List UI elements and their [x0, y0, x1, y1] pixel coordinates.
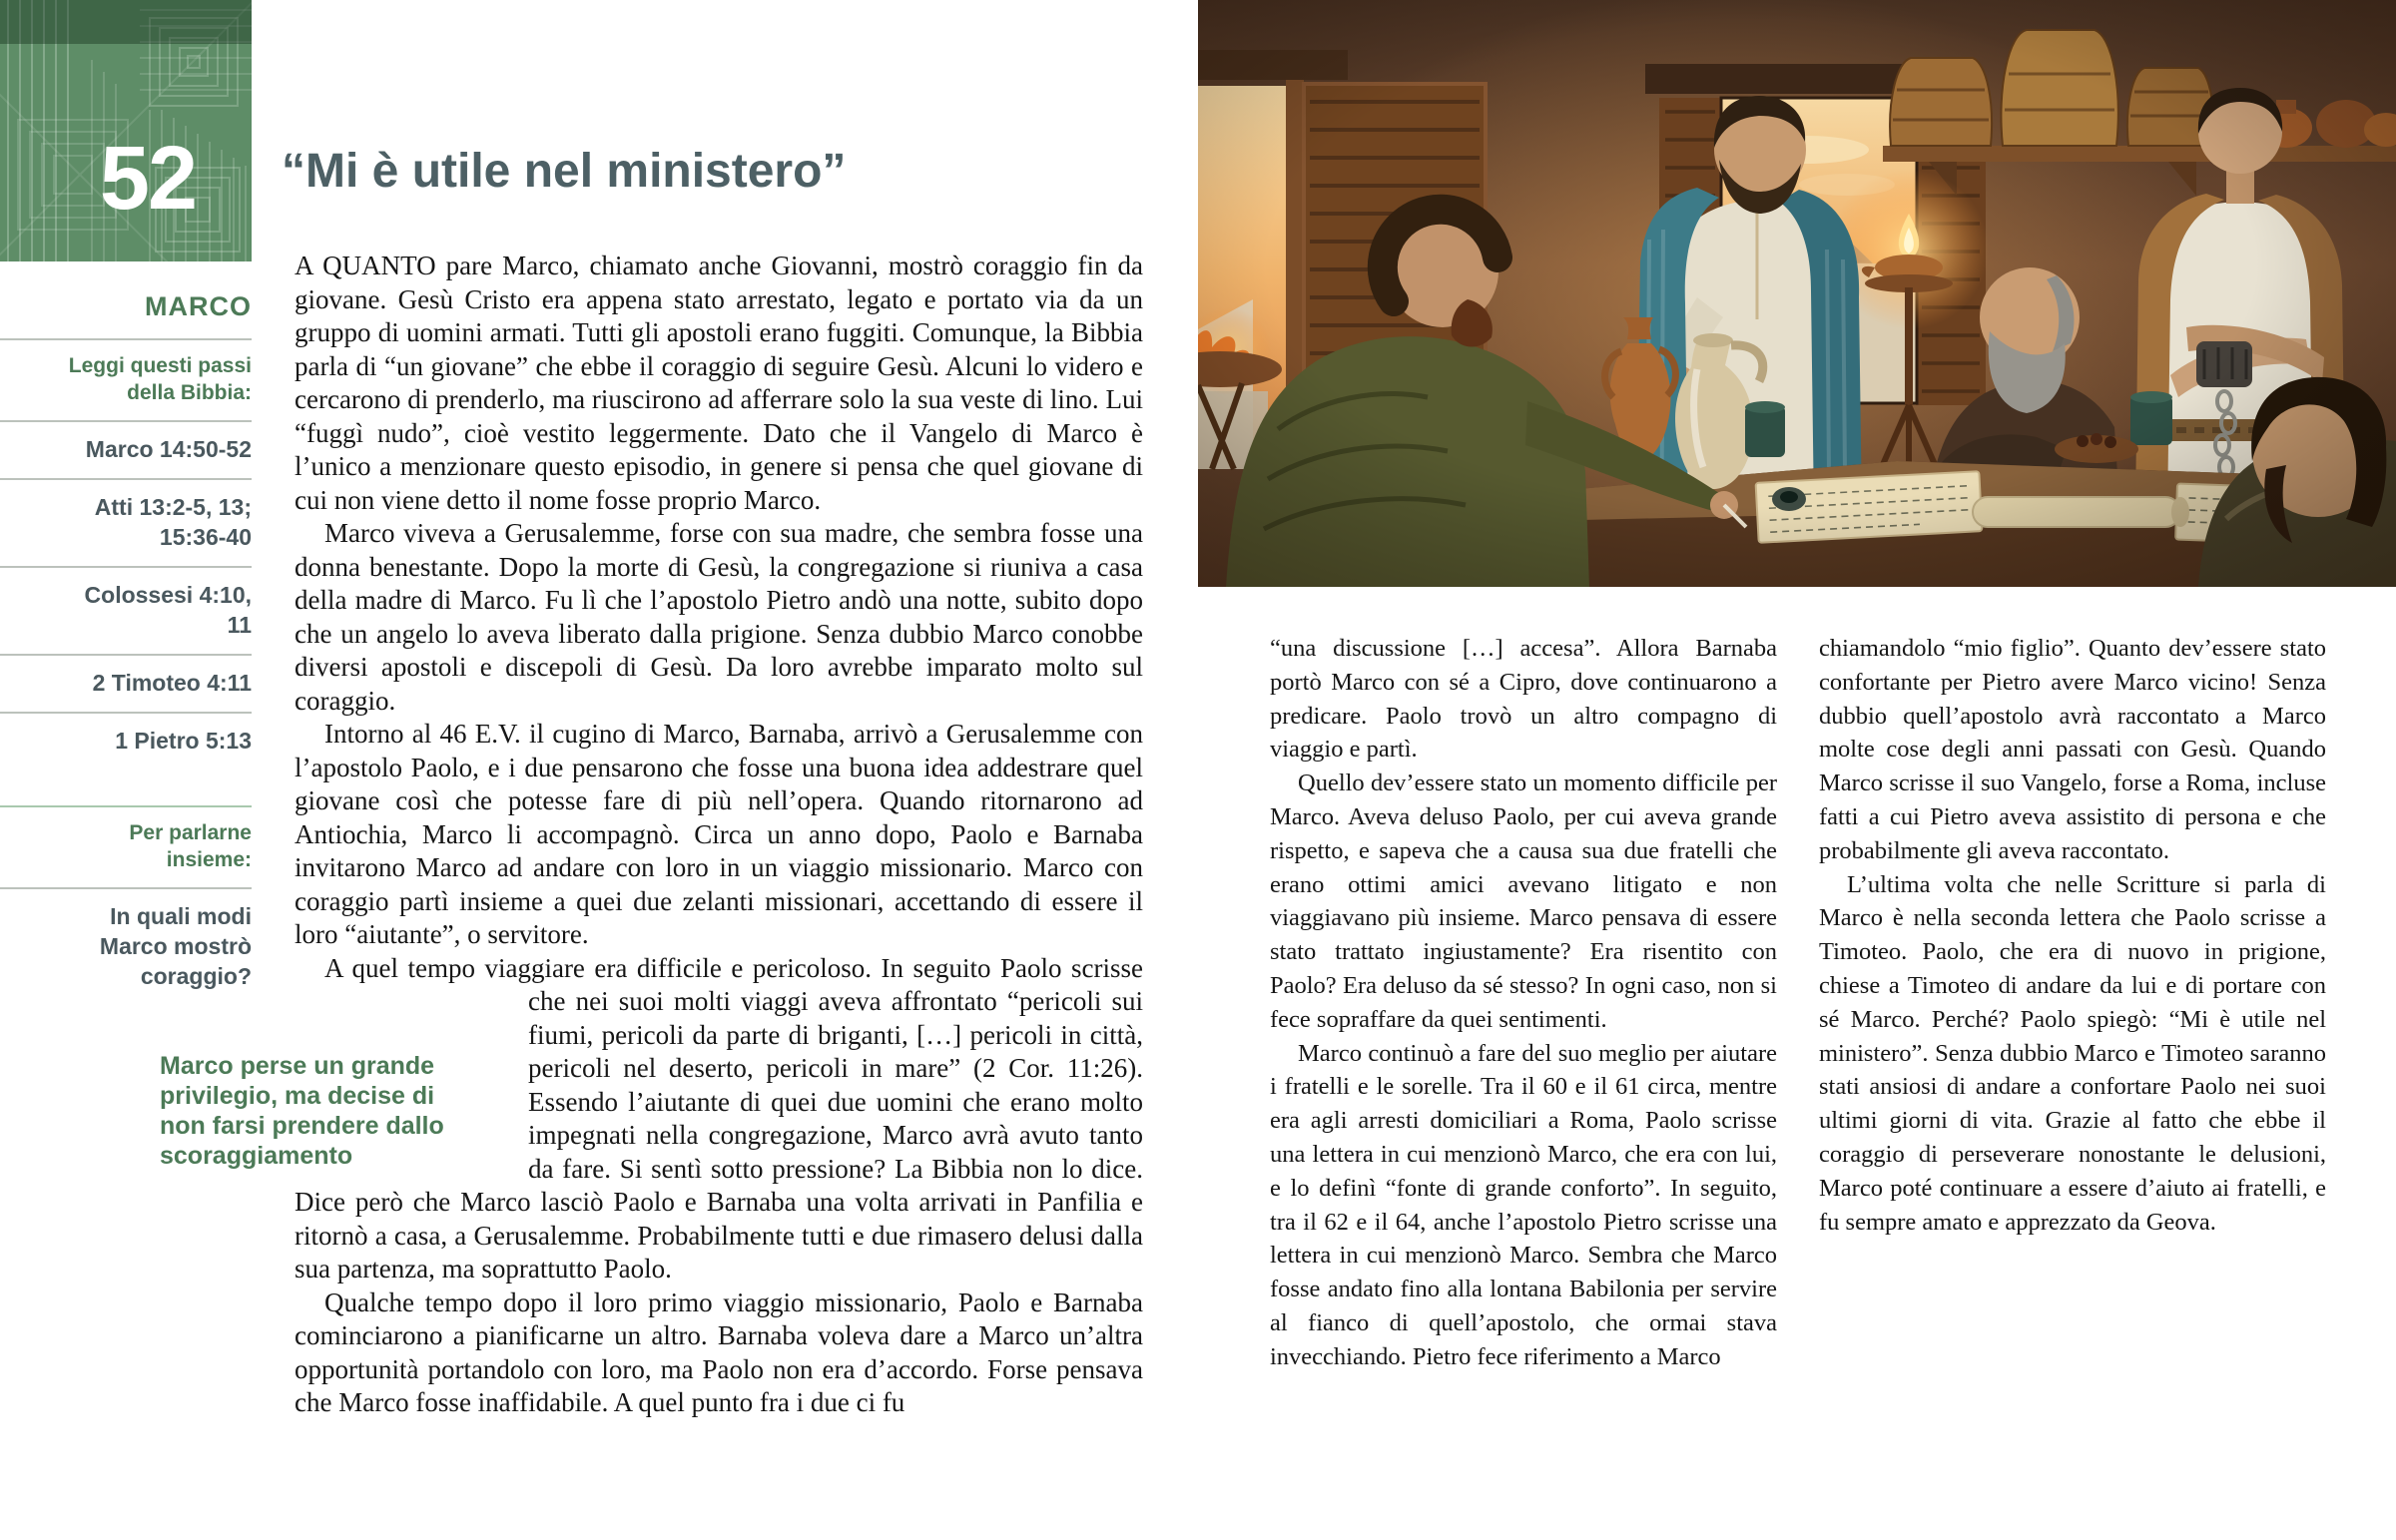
sidebar-discussion-label: Per parlarne insieme: [129, 821, 252, 871]
sidebar-book-label: MARCO [145, 291, 252, 321]
chapter-number: 52 [99, 129, 196, 229]
paragraph [160, 985, 1143, 1286]
paragraph: chiamandolo “mio figlio”. Quanto dev’essere stato confortante per Pietro avere Marco vicino! Senza dubbio quell’apostolo avrà raccontato a Marco molte cose degli anni passati con Gesù. Quando Marco scrisse il suo Vangelo, forse a Roma, incluse fatti a cui Pietro aveva assistito di persona e che probabilmente gli aveva raccontato. [1819, 635, 2326, 864]
illustration-painting [1198, 0, 2396, 587]
paragraph: Marco viveva a Gerusalemme, forse con sua madre, che sembra fosse una donna benestante. Dopo la morte di Gesù, la congregazione si riuniva a casa della madre di Marco. Fu lì che l’apostolo Pietro andò una notte, subito dopo che un angelo lo aveva liberato dalla prigione. Senza dubbio Marco conobbe diversi apostoli e discepoli di Gesù. Da loro avrebbe imparato molto sul coraggio. [295, 518, 1143, 716]
text-column-right [1819, 632, 2326, 1239]
paragraph: A QUANTO pare Marco, chiamato anche Giovanni, mostrò coraggio fin da giovane. Gesù Cristo era appena stato arrestato, legato e portato via da un gruppo di uomini armati. Tutti gli apostoli erano fuggiti. Comunque, la Bibbia parla di “un giovane” che ebbe il coraggio di seguire Gesù. Alcuni lo videro e cercarono di prenderlo, ma riuscirono ad afferrare solo la sua veste di lino. Lui “fuggì nudo”, cioè vestito leggermente. Dato che il Vangelo di Marco è l’unico a menzionare questo episodio, in genere si pensa che quel giovane di cui non viene detto il nome fosse proprio Marco. [295, 251, 1143, 515]
sidebar-read-label: Leggi questi passi della Bibbia: [0, 338, 252, 420]
sidebar [0, 0, 252, 1005]
scripture-reference: Atti 13:2-5, 13; 15:36-40 [0, 478, 252, 566]
paragraph-text: che nei suoi molti viaggi aveva affrontato “pericoli sui fiumi, pericoli da parte di briganti, […] pericoli in città, pericoli nel deserto, pericoli in mare” (2 Cor. 11:26). Essendo l’aiutante di quei due uomini che erano molto impegnati nella congregazione, Marco avrà avuto tanto da fare. Si sentì sotto pressione? La Bibbia non lo dice. Dice però che Marco lasciò Paolo e Barnaba una volta arrivati in Panfilia e ritornò a casa, a Gerusalemme. Probabilmente tutti e due rimasero delusi dalla sua partenza, ma soprattutto Paolo. [295, 986, 1143, 1283]
paragraph: Quello dev’essere stato un momento difficile per Marco. Aveva deluso Paolo, per cui aveva grande rispetto, e sapeva che a causa sua due fratelli che erano ottimi amici avevano litigato e non viaggiavano più insieme. Marco pensava di essere stato trattato ingiustamente? Era risentito con Paolo? Era deluso da sé stesso? In ogni caso, non si fece sopraffare da quei sentimenti. [1270, 770, 1777, 1033]
paragraph [295, 952, 1143, 986]
scripture-reference: Colossesi 4:10, 11 [0, 566, 252, 654]
sidebar-discussion-question: In quali modi Marco mostrò coraggio? [0, 887, 252, 1005]
paragraph: L’ultima volta che nelle Scritture si parla di Marco è nella seconda lettera che Paolo scrisse a Timoteo. Paolo, che era di nuovo in prigione, chiese a Timoteo di andare da lui e di portare con sé Marco. Perché? Paolo spiegò: “Mi è utile nel ministero”. Senza dubbio Marco e Timoteo saranno stati ansiosi di andare a confortare Paolo nei suoi ultimi giorni di vita. Grazie al fatto che ebbe il coraggio di perseverare nonostante le delusioni, Marco poté continuare a essere d’aiuto ai fratelli, e fu sempre amato e apprezzato da Geova. [1819, 870, 2326, 1236]
chapter-number-box [0, 0, 252, 261]
paragraph: Intorno al 46 E.V. il cugino di Marco, Barnaba, arrivò a Gerusalemme con l’apostolo Paolo, e i due pensarono che fosse una buona idea addestrare quel giovane così che potesse fare di più nell’opera. Quando ritornarono ad Antiochia, Marco li accompagnò. Circa un anno dopo, Paolo e Barnaba invitarono Marco ad andare con loro in un viaggio missionario. Marco con coraggio partì insieme a quei due zelanti missionari, accettando di essere il loro “aiutante”, o servitore. [295, 719, 1143, 949]
scripture-reference: 2 Timoteo 4:11 [0, 654, 252, 712]
paragraph: Qualche tempo dopo il loro primo viaggio missionario, Paolo e Barnaba cominciarono a pianificarne un altro. Barnaba voleva dare a Marco un’altra opportunità portandolo con loro, ma Paolo non era d’accordo. Forse pensava che Marco fosse inaffidabile. A quel punto fra i due ci fu [295, 1286, 1143, 1417]
article-title: “Mi è utile nel ministero” [282, 145, 847, 198]
paragraph-text: A quel tempo viaggiare era difficile e pericoloso. In seguito Paolo scrisse [324, 952, 1143, 983]
illustration [1198, 0, 2396, 587]
paragraph: “una discussione […] accesa”. Allora Barnaba portò Marco con sé a Cipro, dove continuarono a predicare. Paolo trovò un altro compagno di viaggio e partì. [1270, 635, 1777, 764]
pull-quote: Marco perse un grande privilegio, ma decise di non farsi prendere dallo scoraggiamento [160, 1052, 444, 1170]
text-column-middle [1270, 632, 1777, 1374]
sidebar-list [0, 261, 252, 1005]
scripture-reference: 1 Pietro 5:13 [0, 712, 252, 770]
paragraph: Marco continuò a fare del suo meglio per aiutare i fratelli e le sorelle. Tra il 60 e il 61 circa, mentre era agli arresti domiciliari a Roma, Paolo scrisse una lettera in cui menzionò Marco, che era con lui, e lo definì “fonte di grande conforto”. In seguito, tra il 62 e il 64, anche l’apostolo Pietro scrisse una lettera in cui menzionò Marco. Sembra che Marco fosse andato fino alla lontana Babilonia per servire al fianco di quell’apostolo, che ormai stava invecchiando. Pietro fece riferimento a Marco [1270, 1039, 1777, 1370]
scripture-reference: Marco 14:50-52 [0, 420, 252, 478]
